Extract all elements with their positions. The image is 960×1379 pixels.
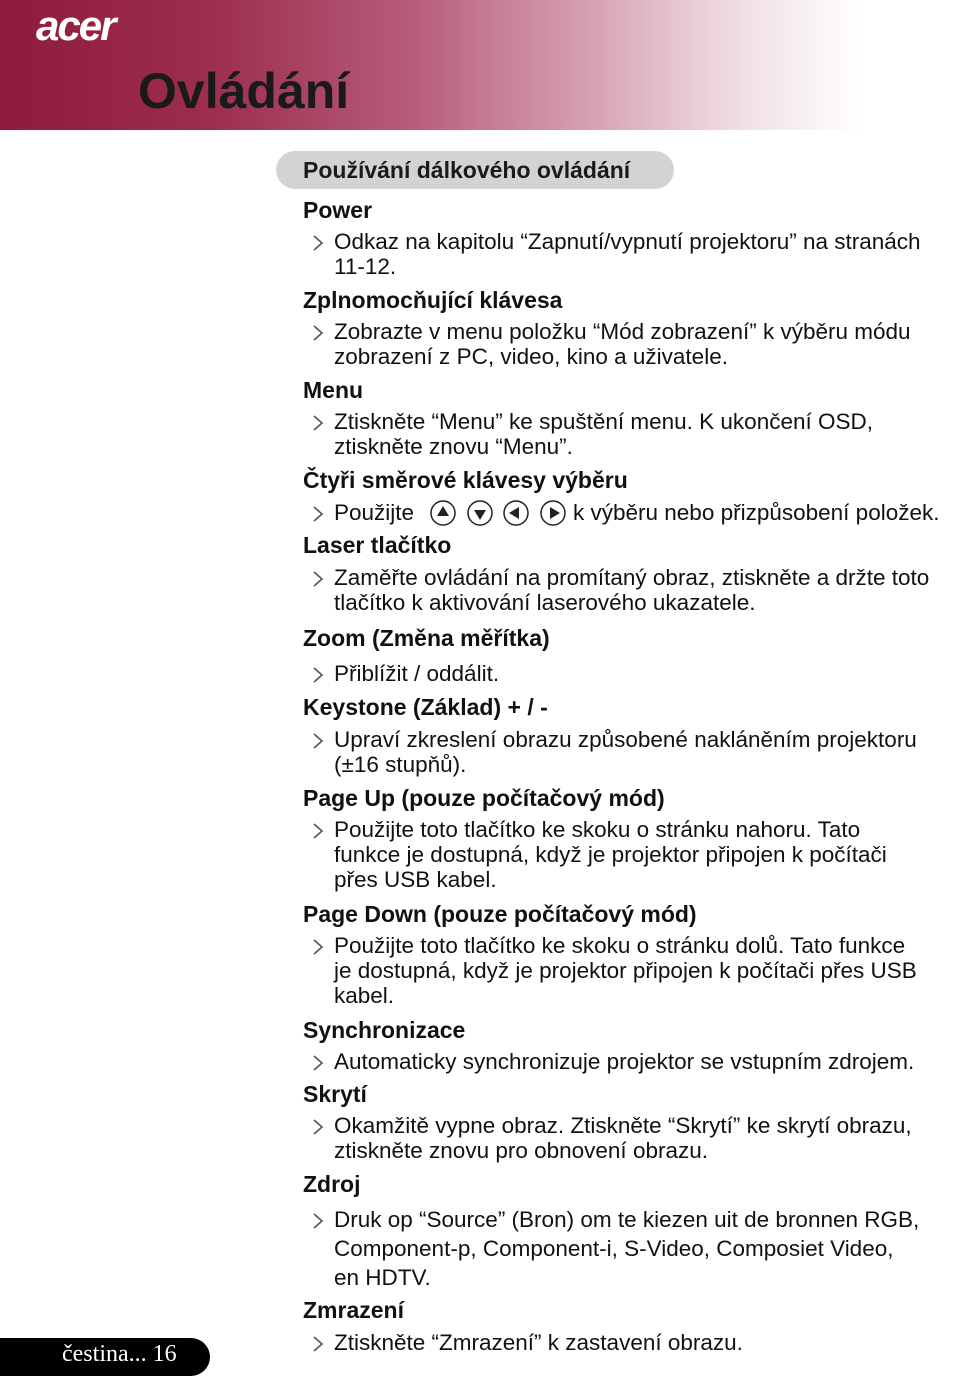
- bullet-arrow-icon: [312, 415, 324, 431]
- heading-keystone: Keystone (Základ) + / -: [303, 694, 548, 720]
- page-number: 16: [152, 1341, 177, 1367]
- text-power-2: 11-12.: [334, 254, 397, 279]
- text-page-up-3: přes USB kabel.: [334, 867, 497, 892]
- bullet-arrow-icon: [312, 506, 324, 522]
- text-menu-1: Ztiskněte “Menu” ke spuštění menu. K ukončení OSD,: [334, 409, 874, 434]
- text-laser-1: Zaměřte ovládání na promítaný obraz, ztiskněte a držte toto: [334, 565, 930, 590]
- text-source-2: Component-p, Component-i, S-Video, Composiet Video,: [334, 1236, 894, 1261]
- text-freeze-1: Ztiskněte “Zmrazení” k zastavení obrazu.: [334, 1330, 743, 1355]
- heading-laser: Laser tlačítko: [303, 532, 452, 558]
- text-page-down-3: kabel.: [334, 983, 395, 1008]
- left-arrow-key-icon: [502, 499, 530, 527]
- acer-logo: acer: [36, 2, 115, 49]
- right-arrow-key-icon: [539, 499, 567, 527]
- text-sync-1: Automaticky synchronizuje projektor se vstupním zdrojem.: [334, 1049, 915, 1074]
- footer-language: čestina...: [62, 1341, 147, 1367]
- text-page-up-2: funkce je dostupná, když je projektor připojen k počítači: [334, 842, 887, 867]
- text-direction-before: Použijte: [334, 500, 415, 525]
- bullet-arrow-icon: [312, 1213, 324, 1229]
- down-arrow-key-icon: [466, 499, 494, 527]
- bullet-arrow-icon: [312, 667, 324, 683]
- bullet-arrow-icon: [312, 823, 324, 839]
- text-zoom-1: Přiblížit / oddálit.: [334, 661, 500, 686]
- heading-zoom: Zoom (Změna měřítka): [303, 625, 550, 651]
- heading-page-down: Page Down (pouze počítačový mód): [303, 901, 697, 927]
- bullet-arrow-icon: [312, 571, 324, 587]
- text-page-down-2: je dostupná, když je projektor připojen k počítači přes USB: [334, 958, 917, 983]
- text-laser-2: tlačítko k aktivování laserového ukazatele.: [334, 590, 756, 615]
- footer-page-label: [62, 1341, 177, 1368]
- bullet-arrow-icon: [312, 325, 324, 341]
- section-title: Používání dálkového ovládání: [303, 157, 631, 183]
- text-power-1: Odkaz na kapitolu “Zapnutí/vypnutí projektoru” na stranách: [334, 229, 921, 254]
- up-arrow-key-icon: [429, 499, 457, 527]
- text-source-1: Druk op “Source” (Bron) om te kiezen uit de bronnen RGB,: [334, 1207, 920, 1232]
- text-source-3: en HDTV.: [334, 1265, 431, 1290]
- text-page-down-1: Použijte toto tlačítko ke skoku o stránku dolů. Tato funkce: [334, 933, 906, 958]
- bullet-arrow-icon: [312, 1055, 324, 1071]
- text-empowering-1: Zobrazte v menu položku “Mód zobrazení” k výběru módu: [334, 319, 911, 344]
- text-hide-1: Okamžitě vypne obraz. Ztiskněte “Skrytí” ke skrytí obrazu,: [334, 1113, 912, 1138]
- heading-page-up: Page Up (pouze počítačový mód): [303, 785, 665, 811]
- heading-sync: Synchronizace: [303, 1017, 466, 1043]
- heading-freeze: Zmrazení: [303, 1297, 404, 1323]
- text-direction-after: k výběru nebo přizpůsobení položek.: [573, 500, 940, 525]
- bullet-arrow-icon: [312, 1119, 324, 1135]
- heading-menu: Menu: [303, 377, 364, 403]
- text-empowering-2: zobrazení z PC, video, kino a uživatele.: [334, 344, 728, 369]
- heading-direction-keys: Čtyři směrové klávesy výběru: [303, 467, 628, 493]
- heading-empowering-key: Zplnomocňující klávesa: [303, 287, 563, 313]
- heading-power: Power: [303, 197, 373, 223]
- text-keystone-1: Upraví zkreslení obrazu způsobené nakláněním projektoru: [334, 727, 917, 752]
- text-keystone-2: (±16 stupňů).: [334, 752, 467, 777]
- bullet-arrow-icon: [312, 1336, 324, 1352]
- bullet-arrow-icon: [312, 235, 324, 251]
- heading-source: Zdroj: [303, 1171, 361, 1197]
- bullet-arrow-icon: [312, 733, 324, 749]
- text-page-up-1: Použijte toto tlačítko ke skoku o stránku nahoru. Tato: [334, 817, 861, 842]
- page-title: Ovládání: [138, 63, 350, 119]
- bullet-arrow-icon: [312, 939, 324, 955]
- heading-hide: Skrytí: [303, 1081, 367, 1107]
- text-menu-2: ztiskněte znovu “Menu”.: [334, 434, 573, 459]
- text-hide-2: ztiskněte znovu pro obnovení obrazu.: [334, 1138, 708, 1163]
